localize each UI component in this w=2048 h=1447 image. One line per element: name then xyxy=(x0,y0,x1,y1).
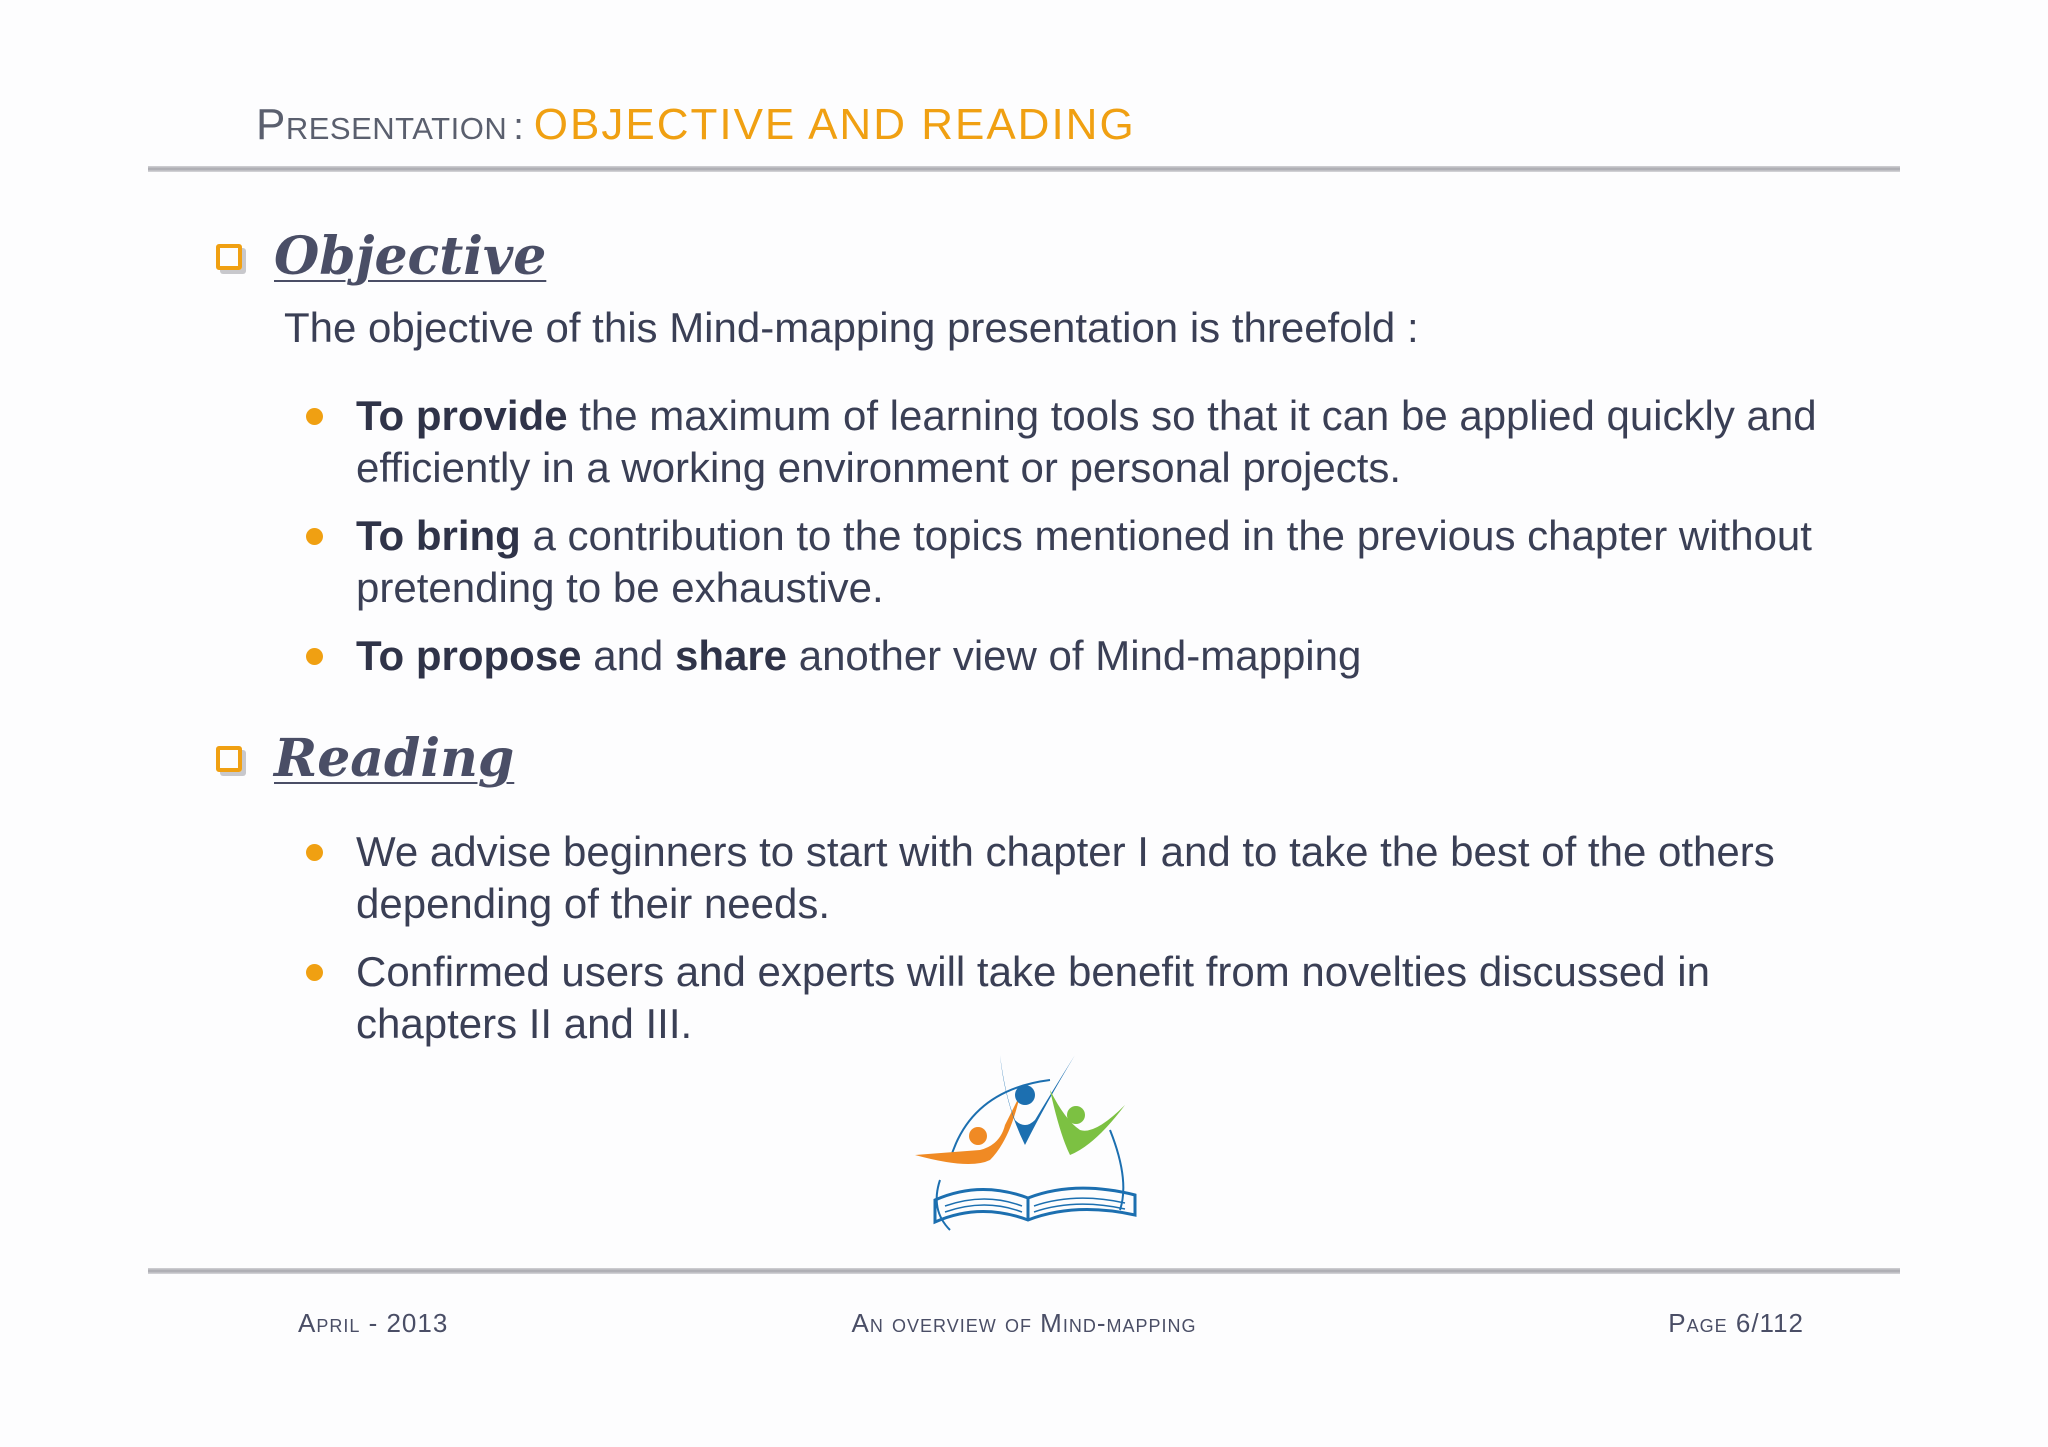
list-item xyxy=(300,510,1840,614)
bullet-dot-icon xyxy=(306,648,323,665)
page-header xyxy=(256,100,1136,160)
bullet-bold: To provide xyxy=(356,392,568,439)
section-reading-heading xyxy=(216,728,514,789)
footer-page-number: Page 6/112 xyxy=(1668,1308,1804,1338)
header-divider xyxy=(148,166,1900,172)
list-item xyxy=(300,826,1840,930)
reading-list xyxy=(300,826,1840,1066)
header-prefix: Presentation xyxy=(256,100,508,149)
section-objective-heading xyxy=(216,226,546,287)
bullet-text: a contribution to the topics mentioned in the previous chapter without pretending to be exhaustive. xyxy=(356,512,1812,611)
bullet-dot-icon xyxy=(306,408,323,425)
bullet-text: Confirmed users and experts will take benefit from novelties discussed in chapters II and III. xyxy=(356,948,1710,1047)
list-item xyxy=(300,946,1840,1050)
checkbox-icon xyxy=(216,244,242,270)
bullet-bold: share xyxy=(674,632,788,679)
bullet-text: another view of Mind-mapping xyxy=(787,632,1362,679)
section-title-objective: Objective xyxy=(274,226,547,287)
objective-list xyxy=(300,390,1840,698)
bullet-text: and xyxy=(581,632,675,679)
bullet-bold: To bring xyxy=(356,512,521,559)
footer-date: April - 2013 xyxy=(298,1308,449,1338)
bullet-dot-icon xyxy=(306,964,323,981)
list-item xyxy=(300,630,1840,682)
bullet-text: We advise beginners to start with chapter I and to take the best of the others depending of their needs. xyxy=(356,828,1775,927)
footer-divider xyxy=(148,1268,1900,1274)
list-item xyxy=(300,390,1840,494)
section-title-reading: Reading xyxy=(274,728,515,789)
bullet-bold: To propose xyxy=(356,632,582,679)
objective-intro: The objective of this Mind-mapping presentation is threefold : xyxy=(284,304,1419,351)
bullet-dot-icon xyxy=(306,844,323,861)
checkbox-icon xyxy=(216,746,242,772)
page-title: OBJECTIVE AND READING xyxy=(533,100,1136,149)
bullet-dot-icon xyxy=(306,528,323,545)
header-separator: : xyxy=(513,106,524,148)
bullet-text: the maximum of learning tools so that it can be applied quickly and efficiently in a working environment or personal projects. xyxy=(356,392,1817,491)
footer-doc-title: An overview of Mind-mapping xyxy=(851,1308,1197,1338)
people-reading-book-logo xyxy=(910,1050,1150,1245)
